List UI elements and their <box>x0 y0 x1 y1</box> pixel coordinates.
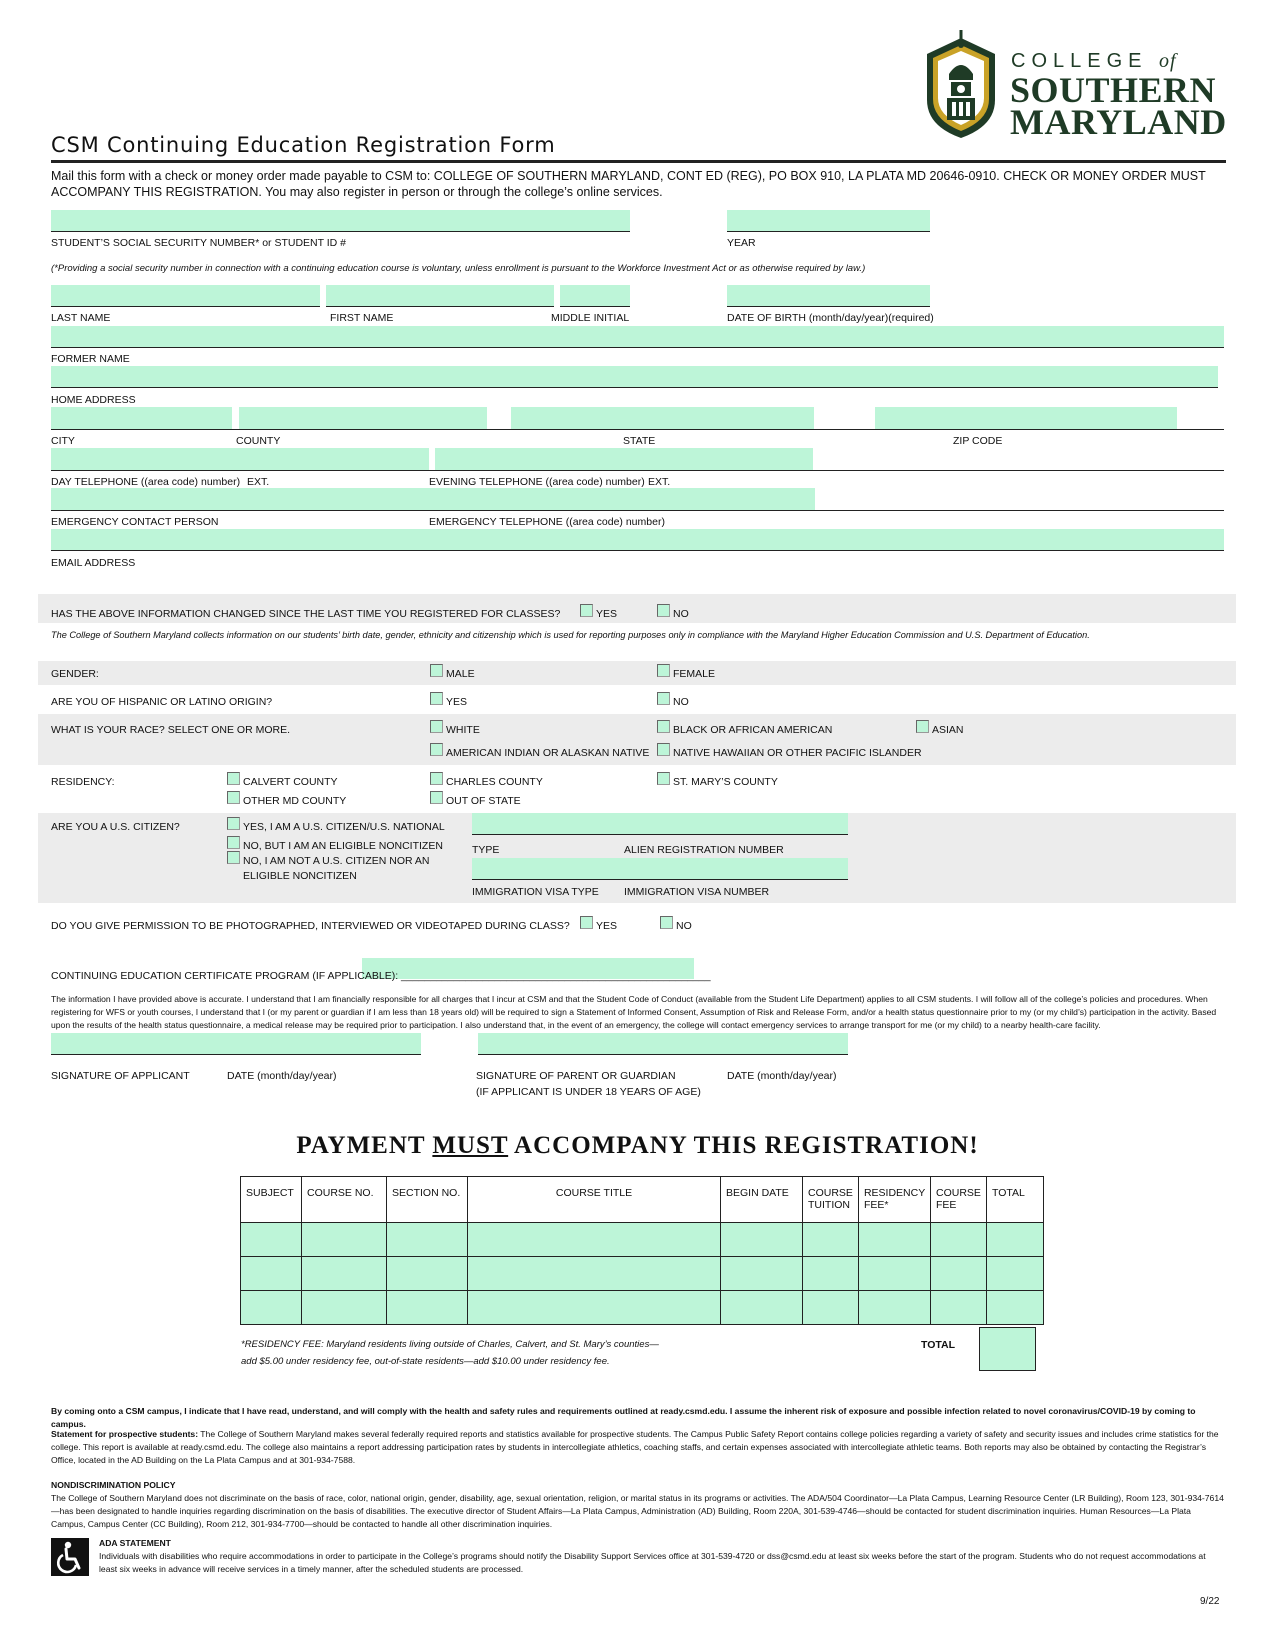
cell-course-tuition[interactable] <box>803 1291 859 1325</box>
race-pacific-islander-checkbox[interactable] <box>657 743 670 756</box>
residency-stmarys-label: ST. MARY’S COUNTY <box>673 776 778 788</box>
race-asian-checkbox[interactable] <box>916 720 929 733</box>
citizen-not-citizen-label-2: ELIGIBLE NONCITIZEN <box>243 870 357 882</box>
col-course-fee: COURSE FEE <box>931 1177 987 1223</box>
info-changed-no-checkbox[interactable] <box>657 604 670 617</box>
col-course-no: COURSE NO. <box>302 1177 387 1223</box>
course-table <box>240 1176 1044 1325</box>
former-name-input[interactable] <box>51 326 1224 348</box>
cell-course-title[interactable] <box>468 1291 721 1325</box>
zip-label: ZIP CODE <box>953 435 1003 447</box>
applicant-signature-label: SIGNATURE OF APPLICANT <box>51 1070 190 1082</box>
col-begin-date: BEGIN DATE <box>721 1177 803 1223</box>
race-native-american-label: AMERICAN INDIAN OR ALASKAN NATIVE <box>446 747 650 759</box>
cell-subject[interactable] <box>241 1291 302 1325</box>
cell-course-fee[interactable] <box>931 1223 987 1257</box>
ext-label-2: EXT. <box>648 476 671 488</box>
emergency-contact-input[interactable] <box>51 488 815 510</box>
dob-input[interactable] <box>727 285 930 307</box>
financial-agreement: The information I have provided above is accurate. I understand that I am financially responsible for all charges that I incur at CSM and that the Student Code of Conduct (available from the Student Life Department) applies to all CSM students. I will follow all of the college’s policies and procedures. When registering for WFS or youth courses, I understand that I (or my parent or guardian if I am less than 18 years old) will be required to sign a Statement of Informed Consent, Assumption of Risk and Release Form, and/or a health status questionnaire prior to my (or my child’s) participation in the activity. Based upon the results of the health status questionnaire, a medical release may be required prior to participation. I also understand that, in the event of an emergency, the college will contact emergency services to arrange transport for me (or my child) to a nearby health-care facility. <box>51 994 1217 1030</box>
certificate-blank: _____________________________________________________ <box>401 970 711 982</box>
ada-title: ADA STATEMENT <box>99 1538 171 1548</box>
cell-residency-fee[interactable] <box>858 1257 930 1291</box>
cell-subject[interactable] <box>241 1223 302 1257</box>
citizen-eligible-noncitizen-label: NO, BUT I AM AN ELIGIBLE NONCITIZEN <box>243 840 443 852</box>
photo-yes-label: YES <box>596 920 618 932</box>
emergency-row-rule <box>51 510 1224 511</box>
ext-label-1: EXT. <box>247 476 270 488</box>
cell-begin-date[interactable] <box>721 1257 803 1291</box>
cell-section-no[interactable] <box>387 1257 468 1291</box>
day-phone-label: DAY TELEPHONE ((area code) number) <box>51 476 241 488</box>
wheelchair-accessibility-icon <box>51 1538 89 1576</box>
residency-question: RESIDENCY: <box>51 776 115 788</box>
former-name-label: FORMER NAME <box>51 353 130 365</box>
hispanic-yes-checkbox[interactable] <box>430 692 443 705</box>
alien-number-label: ALIEN REGISTRATION NUMBER <box>624 844 784 856</box>
ssn-input[interactable] <box>51 210 630 232</box>
home-address-input[interactable] <box>51 366 1218 388</box>
visa-type-label: IMMIGRATION VISA TYPE <box>472 886 599 898</box>
logo-wordmark-top: COLLEGE of <box>1011 50 1177 72</box>
info-changed-no-label: NO <box>673 608 689 620</box>
address-row-rule <box>51 429 1224 430</box>
cell-begin-date[interactable] <box>721 1223 803 1257</box>
cell-total[interactable] <box>987 1223 1044 1257</box>
citizen-yes-checkbox[interactable] <box>227 817 240 830</box>
middle-initial-input[interactable] <box>560 285 630 307</box>
residency-fee-note-1: *RESIDENCY FEE: Maryland residents living outside of Charles, Calvert, and St. Mary’s counties— <box>241 1339 659 1350</box>
college-logo <box>921 30 1227 144</box>
gender-question: GENDER: <box>51 668 99 680</box>
race-white-label: WHITE <box>446 724 480 736</box>
dob-label: DATE OF BIRTH (month/day/year)(required) <box>727 312 934 324</box>
residency-out-of-state-checkbox[interactable] <box>430 791 443 804</box>
middle-initial-label: MIDDLE INITIAL <box>551 312 630 324</box>
col-subject: SUBJECT <box>241 1177 302 1223</box>
residency-charles-label: CHARLES COUNTY <box>446 776 543 788</box>
race-black-label: BLACK OR AFRICAN AMERICAN <box>673 724 833 736</box>
residency-out-of-state-label: OUT OF STATE <box>446 795 521 807</box>
applicant-date-label: DATE (month/day/year) <box>227 1070 337 1082</box>
first-name-input[interactable] <box>326 285 554 307</box>
ssn-label: STUDENT’S SOCIAL SECURITY NUMBER* or STUDENT ID # <box>51 237 347 249</box>
gender-male-label: MALE <box>446 668 475 680</box>
col-section-no: SECTION NO. <box>387 1177 468 1223</box>
race-native-american-checkbox[interactable] <box>430 743 443 756</box>
mailing-instructions: Mail this form with a check or money order made payable to CSM to: COLLEGE OF SOUTHERN MARYLAND, CONT ED (REG), PO BOX 910, LA PLATA MD 20646-0910. CHECK OR MONEY ORDER MUST ACCOMPANY THIS REGISTRATION. You may also register in person or through the college’s online services. <box>51 169 1206 199</box>
info-changed-question: HAS THE ABOVE INFORMATION CHANGED SINCE THE LAST TIME YOU REGISTERED FOR CLASSES? <box>51 608 561 620</box>
zip-input[interactable] <box>875 407 1177 429</box>
parent-signature-note: (IF APPLICANT IS UNDER 18 YEARS OF AGE) <box>476 1086 701 1098</box>
cell-course-fee[interactable] <box>931 1291 987 1325</box>
logo-wordmark: SOUTHERN MARYLAND <box>1010 70 1227 142</box>
cell-course-tuition[interactable] <box>803 1223 859 1257</box>
photo-no-label: NO <box>676 920 692 932</box>
info-changed-yes-label: YES <box>596 608 618 620</box>
payment-heading: PAYMENT MUST ACCOMPANY THIS REGISTRATION! <box>296 1132 979 1159</box>
cell-residency-fee[interactable] <box>858 1223 930 1257</box>
table-row <box>241 1291 1044 1325</box>
state-label: STATE <box>623 435 656 447</box>
cell-residency-fee[interactable] <box>858 1291 930 1325</box>
hispanic-no-checkbox[interactable] <box>657 692 670 705</box>
race-white-checkbox[interactable] <box>430 720 443 733</box>
hispanic-no-label: NO <box>673 696 689 708</box>
col-course-tuition: COURSE TUITION <box>803 1177 859 1223</box>
residency-calvert-label: CALVERT COUNTY <box>243 776 338 788</box>
home-address-label: HOME ADDRESS <box>51 394 136 406</box>
cell-subject[interactable] <box>241 1257 302 1291</box>
residency-calvert-checkbox[interactable] <box>227 772 240 785</box>
alien-registration-input[interactable] <box>472 813 848 835</box>
last-name-input[interactable] <box>51 285 320 307</box>
county-label: COUNTY <box>236 435 281 447</box>
page-title: CSM Continuing Education Registration Form <box>51 133 556 157</box>
ada-body: Individuals with disabilities who require accommodations in order to participate in the College’s programs should notify the Disability Support Services office at 301-539-4720 or dss@csmd.edu at least six weeks before the start of the program. Students who do not request accommodations at least six weeks in advance will receive services in a timely manner, after the scheduled students are processed. <box>99 1551 1206 1574</box>
city-label: CITY <box>51 435 75 447</box>
form-version: 9/22 <box>1200 1596 1220 1607</box>
phone-row-rule <box>51 470 1224 471</box>
race-asian-label: ASIAN <box>932 724 964 736</box>
year-label: YEAR <box>727 237 756 249</box>
citizen-not-citizen-label-1: NO, I AM NOT A U.S. CITIZEN NOR AN <box>243 855 430 867</box>
hispanic-question: ARE YOU OF HISPANIC OR LATINO ORIGIN? <box>51 696 273 708</box>
grand-total-label: TOTAL <box>921 1339 956 1351</box>
applicant-signature-input[interactable] <box>51 1033 421 1055</box>
residency-stmarys-checkbox[interactable] <box>657 772 670 785</box>
residency-fee-note-2: add $5.00 under residency fee, out-of-state residents—add $10.00 under residency fee. <box>241 1356 610 1367</box>
table-row <box>241 1223 1044 1257</box>
day-phone-input[interactable] <box>51 448 429 470</box>
cell-course-no[interactable] <box>302 1223 387 1257</box>
race-pacific-islander-label: NATIVE HAWAIIAN OR OTHER PACIFIC ISLANDER <box>673 747 922 759</box>
cell-course-no[interactable] <box>302 1291 387 1325</box>
parent-date-label: DATE (month/day/year) <box>727 1070 837 1082</box>
cell-begin-date[interactable] <box>721 1291 803 1325</box>
state-input[interactable] <box>511 407 814 429</box>
citizen-eligible-noncitizen-checkbox[interactable] <box>227 836 240 849</box>
nondiscrimination-body: The College of Southern Maryland does not discriminate on the basis of race, color, national origin, gender, disability, age, sexual orientation, religion, or marital status in its programs or activities. The ADA/504 Coordinator—La Plata Campus, Learning Resource Center (LR Building), Room 123, 301-934-7614—has been designated to handle inquiries regarding discrimination on the basis of disabilities. The executive director of Student Affairs—La Plata Campus, Administration (AD) Building, Room 220A, 301-539-4746—should be contacted for student discrimination inquiries. Human Resources—La Plata Campus, Campus Center (CC Building), Room 212, 301-934-7700—should be contacted to handle all other discrimination inquiries. <box>51 1493 1224 1529</box>
cell-section-no[interactable] <box>387 1223 468 1257</box>
visa-number-label: IMMIGRATION VISA NUMBER <box>624 886 770 898</box>
emergency-contact-label: EMERGENCY CONTACT PERSON <box>51 516 219 528</box>
covid-statement: By coming onto a CSM campus, I indicate that I have read, understand, and will comply with the health and safety rules and requirements outlined at ready.csmd.edu. I assume the inherent risk of exposure and possible infection related to novel coronavirus/COVID-19 by coming to campus. <box>51 1406 1196 1429</box>
residency-other-md-checkbox[interactable] <box>227 791 240 804</box>
ssn-note: (*Providing a social security number in connection with a continuing education course is voluntary, unless enrollment is pursuant to the Workforce Investment Act or as otherwise required by law.) <box>51 263 866 274</box>
citizen-yes-label: YES, I AM A U.S. CITIZEN/U.S. NATIONAL <box>243 821 445 833</box>
cell-course-tuition[interactable] <box>803 1257 859 1291</box>
cell-section-no[interactable] <box>387 1291 468 1325</box>
evening-phone-label: EVENING TELEPHONE ((area code) number) <box>429 476 645 488</box>
photo-permission-question: DO YOU GIVE PERMISSION TO BE PHOTOGRAPHED, INTERVIEWED OR VIDEOTAPED DURING CLASS? <box>51 920 570 932</box>
col-total: TOTAL <box>987 1177 1044 1223</box>
title-divider <box>51 160 1226 163</box>
parent-signature-input[interactable] <box>478 1033 848 1055</box>
gender-band <box>38 661 1236 685</box>
certificate-label: CONTINUING EDUCATION CERTIFICATE PROGRAM (IF APPLICABLE): _____________________________________________________ <box>51 970 711 982</box>
cell-total[interactable] <box>987 1291 1044 1325</box>
col-course-title: COURSE TITLE <box>468 1177 721 1223</box>
type-label: TYPE <box>472 844 500 856</box>
photo-no-checkbox[interactable] <box>660 916 673 929</box>
cell-course-fee[interactable] <box>931 1257 987 1291</box>
county-input[interactable] <box>239 407 487 429</box>
year-input[interactable] <box>727 210 930 232</box>
residency-charles-checkbox[interactable] <box>430 772 443 785</box>
last-name-label: LAST NAME <box>51 312 111 324</box>
cell-course-title[interactable] <box>468 1257 721 1291</box>
cell-total[interactable] <box>987 1257 1044 1291</box>
citizen-not-citizen-checkbox[interactable] <box>227 851 240 864</box>
info-changed-yes-checkbox[interactable] <box>580 604 593 617</box>
residency-other-md-label: OTHER MD COUNTY <box>243 795 347 807</box>
race-black-checkbox[interactable] <box>657 720 670 733</box>
course-table-header <box>241 1177 1044 1223</box>
prospective-students-statement: Statement for prospective students: The College of Southern Maryland makes several federally required reports and statistics available for prospective students. The Campus Public Safety Report contains college policies regarding a variety of safety and security issues and includes crime statistics for the college. This report is available at ready.csmd.edu. The college also maintains a report addressing participation rates by students in intercollegiate athletics, coaching staffs, and certain expenses associated with intercollegiate athletic teams. Both reports may also be obtained by contacting the Registrar’s Office, located in the AD Building on the La Plata Campus and at 301-934-7588. <box>51 1429 1219 1465</box>
demographics-note: The College of Southern Maryland collects information on our students’ birth date, gender, ethnicity and citizenship which is used for reporting purposes only in compliance with the Maryland Higher Education Commission and U.S. Department of Education. <box>51 630 1090 640</box>
race-question: WHAT IS YOUR RACE? SELECT ONE OR MORE. <box>51 724 291 736</box>
evening-phone-input[interactable] <box>435 448 813 470</box>
gender-female-checkbox[interactable] <box>657 664 670 677</box>
emergency-phone-label: EMERGENCY TELEPHONE ((area code) number) <box>429 516 665 528</box>
email-input[interactable] <box>51 529 1224 551</box>
parent-signature-label: SIGNATURE OF PARENT OR GUARDIAN <box>476 1070 676 1082</box>
first-name-label: FIRST NAME <box>330 312 394 324</box>
city-input[interactable] <box>51 407 232 429</box>
cell-course-title[interactable] <box>468 1223 721 1257</box>
clock-tower-crest-icon <box>921 30 1001 142</box>
cell-course-no[interactable] <box>302 1257 387 1291</box>
grand-total-input[interactable] <box>979 1327 1036 1371</box>
hispanic-yes-label: YES <box>446 696 468 708</box>
gender-female-label: FEMALE <box>673 668 716 680</box>
gender-male-checkbox[interactable] <box>430 664 443 677</box>
immigration-visa-input[interactable] <box>472 858 848 880</box>
table-row <box>241 1257 1044 1291</box>
citizen-question: ARE YOU A U.S. CITIZEN? <box>51 821 180 833</box>
email-label: EMAIL ADDRESS <box>51 557 136 569</box>
col-residency-fee: RESIDENCY FEE* <box>858 1177 930 1223</box>
photo-yes-checkbox[interactable] <box>580 916 593 929</box>
nondiscrimination-title: NONDISCRIMINATION POLICY <box>51 1480 176 1490</box>
